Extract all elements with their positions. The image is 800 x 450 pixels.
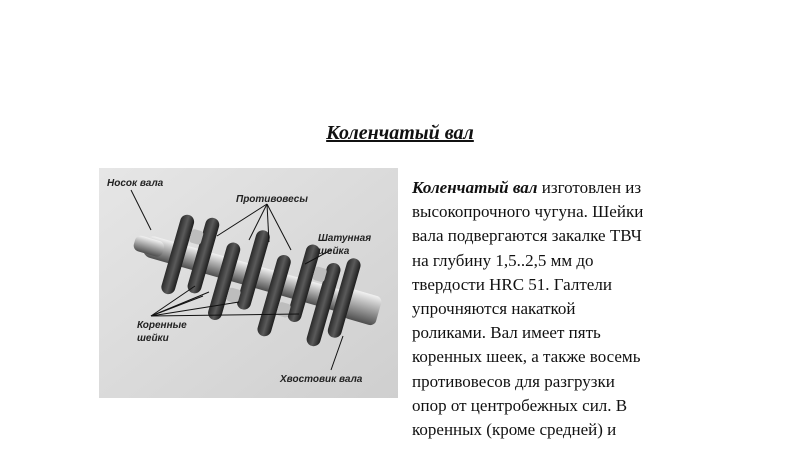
label-main-journals: Коренные шейки [137,320,187,344]
label-counterweights: Противовесы [236,194,308,205]
text-line: высокопрочного чугуна. Шейки [412,202,644,222]
text-line: упрочняются накаткой [412,299,576,319]
text-line: коренных (кроме средней) и [412,420,617,440]
text-line: коренных шеек, а также восемь [412,347,641,367]
text-line: роликами. Вал имеет пять [412,323,601,343]
slide-title: Коленчатый вал [326,122,474,144]
label-conrod-journal: Шатунная шейка [318,233,372,257]
text-line: противовесов для разгрузки [412,371,615,391]
text-line: Коленчатый вал изготовлен из [412,178,642,197]
text-line: вала подвергаются закалке ТВЧ [412,226,642,246]
label-nose: Носок вала [107,178,164,189]
label-tail: Хвостовик вала [280,374,363,385]
text-line: на глубину 1,5..2,5 мм до [412,250,594,270]
crankshaft-figure [99,168,398,398]
description-paragraph [412,176,702,442]
text-line: твердости HRC 51. Галтели [412,274,612,294]
text-line: опор от центробежных сил. В [412,395,628,415]
lead-term: Коленчатый вал [412,178,538,197]
